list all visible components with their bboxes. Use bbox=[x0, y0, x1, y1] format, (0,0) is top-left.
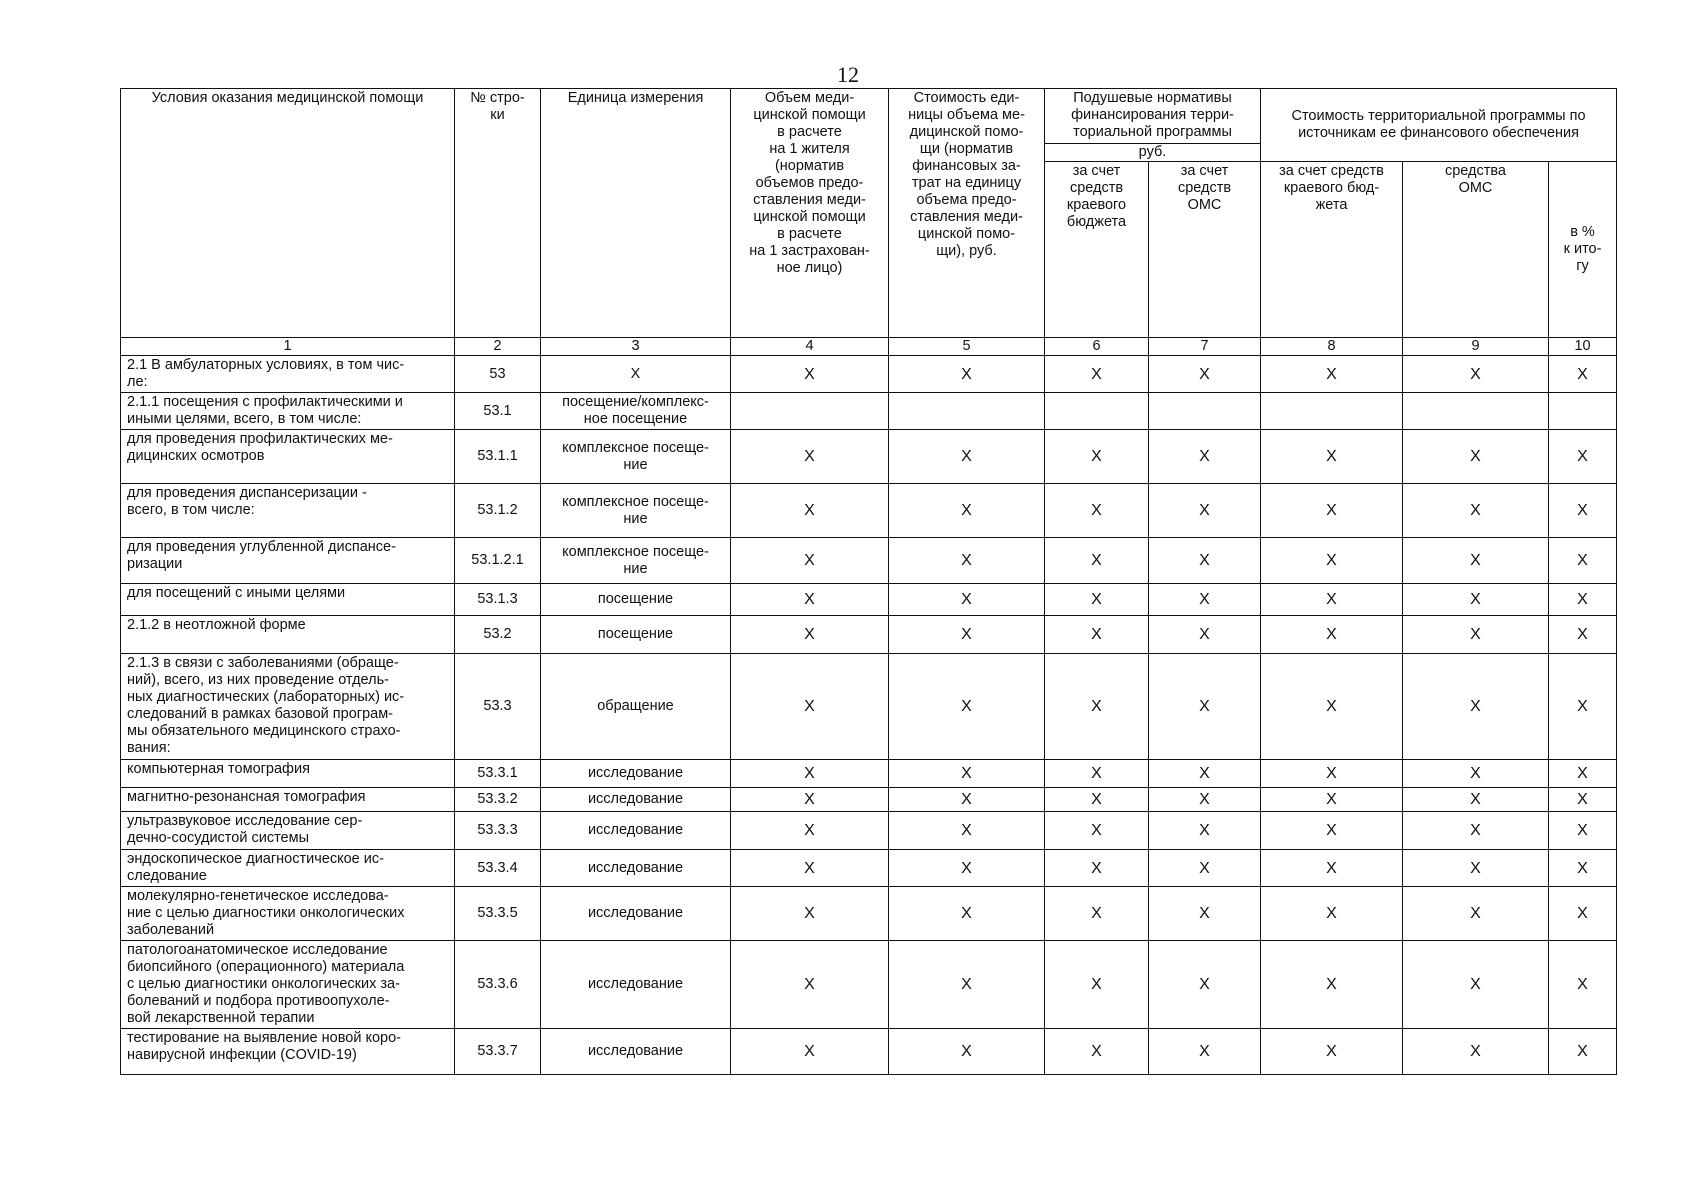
row-unit: исследование bbox=[541, 812, 731, 850]
row-value-col-8: Х bbox=[1261, 760, 1403, 788]
column-number-6: 6 bbox=[1045, 338, 1149, 356]
table-row bbox=[121, 760, 1617, 788]
row-value-col-8: Х bbox=[1261, 538, 1403, 584]
row-value-col-6: Х bbox=[1045, 616, 1149, 654]
row-value-col-9: Х bbox=[1403, 616, 1549, 654]
row-value-col-5: Х bbox=[889, 887, 1045, 941]
row-value-col-8: Х bbox=[1261, 887, 1403, 941]
row-number: 53.1.1 bbox=[455, 430, 541, 484]
row-unit: обращение bbox=[541, 654, 731, 760]
row-unit: исследование bbox=[541, 941, 731, 1029]
row-value-col-9: Х bbox=[1403, 356, 1549, 393]
header-regional-budget-funds: за счет средств краевого бюджета bbox=[1045, 162, 1149, 338]
table-row bbox=[121, 850, 1617, 887]
row-value-col-4: Х bbox=[731, 887, 889, 941]
row-value-col-4: Х bbox=[731, 850, 889, 887]
row-number: 53.3.7 bbox=[455, 1029, 541, 1075]
row-value-col-10: Х bbox=[1549, 616, 1617, 654]
row-condition: для посещений с иными целями bbox=[121, 584, 455, 616]
row-value-col-8: Х bbox=[1261, 484, 1403, 538]
header-program-cost: Стоимость территориальной программы по источникам ее финансового обеспечения bbox=[1261, 89, 1617, 162]
row-value-col-5: Х bbox=[889, 356, 1045, 393]
row-number: 53.1.2 bbox=[455, 484, 541, 538]
header-oms-cost: средства ОМС bbox=[1403, 162, 1549, 338]
row-unit: исследование bbox=[541, 887, 731, 941]
row-value-col-10: Х bbox=[1549, 760, 1617, 788]
row-value-col-8: Х bbox=[1261, 788, 1403, 812]
row-unit: посещение bbox=[541, 616, 731, 654]
header-unit: Единица измерения bbox=[541, 89, 731, 338]
row-value-col-4: Х bbox=[731, 812, 889, 850]
row-value-col-9: Х bbox=[1403, 1029, 1549, 1075]
row-value-col-4 bbox=[731, 393, 889, 430]
row-value-col-9: Х bbox=[1403, 812, 1549, 850]
row-value-col-9: Х bbox=[1403, 538, 1549, 584]
row-value-col-10: Х bbox=[1549, 788, 1617, 812]
row-condition: ультразвуковое исследование сер- дечно-сосудистой системы bbox=[121, 812, 455, 850]
row-value-col-4: Х bbox=[731, 584, 889, 616]
row-value-col-6: Х bbox=[1045, 538, 1149, 584]
row-value-col-4: Х bbox=[731, 616, 889, 654]
header-row-no: № стро- ки bbox=[455, 89, 541, 338]
row-unit: исследование bbox=[541, 760, 731, 788]
row-value-col-9 bbox=[1403, 393, 1549, 430]
table-row bbox=[121, 1029, 1617, 1075]
row-value-col-6: Х bbox=[1045, 941, 1149, 1029]
row-value-col-8: Х bbox=[1261, 616, 1403, 654]
table-body bbox=[121, 338, 1617, 1075]
table-row bbox=[121, 356, 1617, 393]
row-condition: патологоанатомическое исследование биопсийного (операционного) материала с целью диагностики онкологических за- болеваний и подбора противоопухоле- вой лекарственной терапии bbox=[121, 941, 455, 1029]
row-unit: посещение bbox=[541, 584, 731, 616]
row-value-col-10: Х bbox=[1549, 538, 1617, 584]
row-number: 53.2 bbox=[455, 616, 541, 654]
row-value-col-7: Х bbox=[1149, 812, 1261, 850]
header-volume: Объем меди- цинской помощи в расчете на 1 жителя (норматив объемов предо- ставления меди- цинской помощи в расчете на 1 застрахован- ное лицо) bbox=[731, 89, 889, 338]
row-number: 53.3 bbox=[455, 654, 541, 760]
row-value-col-7: Х bbox=[1149, 760, 1261, 788]
row-value-col-5: Х bbox=[889, 812, 1045, 850]
row-value-col-9: Х bbox=[1403, 887, 1549, 941]
row-value-col-7: Х bbox=[1149, 941, 1261, 1029]
row-number: 53.3.3 bbox=[455, 812, 541, 850]
row-number: 53.1 bbox=[455, 393, 541, 430]
row-value-col-7 bbox=[1149, 393, 1261, 430]
row-unit: комплексное посеще- ние bbox=[541, 538, 731, 584]
row-value-col-8: Х bbox=[1261, 430, 1403, 484]
row-value-col-10: Х bbox=[1549, 941, 1617, 1029]
table-row bbox=[121, 393, 1617, 430]
table-row bbox=[121, 941, 1617, 1029]
row-condition: для проведения профилактических ме- дицинских осмотров bbox=[121, 430, 455, 484]
row-value-col-8: Х bbox=[1261, 812, 1403, 850]
row-value-col-5: Х bbox=[889, 654, 1045, 760]
header-unit-cost: Стоимость еди- ницы объема ме- дицинской помо- щи (норматив финансовых за- трат на единицу объема предо- ставления меди- цинской помо- щи), руб. bbox=[889, 89, 1045, 338]
table-row bbox=[121, 616, 1617, 654]
row-value-col-4: Х bbox=[731, 654, 889, 760]
row-condition: для проведения диспансеризации - всего, в том числе: bbox=[121, 484, 455, 538]
column-number-8: 8 bbox=[1261, 338, 1403, 356]
row-unit: исследование bbox=[541, 1029, 731, 1075]
row-value-col-10: Х bbox=[1549, 1029, 1617, 1075]
row-unit: комплексное посеще- ние bbox=[541, 430, 731, 484]
row-value-col-6: Х bbox=[1045, 430, 1149, 484]
row-value-col-9: Х bbox=[1403, 430, 1549, 484]
column-number-4: 4 bbox=[731, 338, 889, 356]
row-value-col-5 bbox=[889, 393, 1045, 430]
column-number-1: 1 bbox=[121, 338, 455, 356]
row-value-col-7: Х bbox=[1149, 887, 1261, 941]
row-value-col-10: Х bbox=[1549, 584, 1617, 616]
page-number: 12 bbox=[837, 62, 859, 87]
row-value-col-5: Х bbox=[889, 484, 1045, 538]
row-value-col-9: Х bbox=[1403, 788, 1549, 812]
row-value-col-6: Х bbox=[1045, 887, 1149, 941]
row-value-col-9: Х bbox=[1403, 584, 1549, 616]
row-value-col-6: Х bbox=[1045, 1029, 1149, 1075]
header-percent-total: в % к ито- гу bbox=[1549, 162, 1617, 338]
row-number: 53 bbox=[455, 356, 541, 393]
row-value-col-10 bbox=[1549, 393, 1617, 430]
row-value-col-8: Х bbox=[1261, 941, 1403, 1029]
row-value-col-5: Х bbox=[889, 850, 1045, 887]
row-value-col-5: Х bbox=[889, 1029, 1045, 1075]
column-number-9: 9 bbox=[1403, 338, 1549, 356]
table-row bbox=[121, 788, 1617, 812]
row-value-col-8: Х bbox=[1261, 584, 1403, 616]
table-row bbox=[121, 654, 1617, 760]
row-unit: исследование bbox=[541, 788, 731, 812]
row-value-col-10: Х bbox=[1549, 812, 1617, 850]
row-number: 53.3.1 bbox=[455, 760, 541, 788]
row-value-col-5: Х bbox=[889, 941, 1045, 1029]
row-value-col-7: Х bbox=[1149, 1029, 1261, 1075]
row-value-col-9: Х bbox=[1403, 654, 1549, 760]
table-row bbox=[121, 538, 1617, 584]
row-value-col-8 bbox=[1261, 393, 1403, 430]
row-value-col-4: Х bbox=[731, 941, 889, 1029]
row-value-col-7: Х bbox=[1149, 356, 1261, 393]
row-value-col-6: Х bbox=[1045, 788, 1149, 812]
row-value-col-7: Х bbox=[1149, 850, 1261, 887]
row-value-col-5: Х bbox=[889, 760, 1045, 788]
table-row bbox=[121, 812, 1617, 850]
row-condition: магнитно-резонансная томография bbox=[121, 788, 455, 812]
row-value-col-6 bbox=[1045, 393, 1149, 430]
row-condition: эндоскопическое диагностическое ис- следование bbox=[121, 850, 455, 887]
row-value-col-7: Х bbox=[1149, 654, 1261, 760]
column-number-10: 10 bbox=[1549, 338, 1617, 356]
row-condition: 2.1.1 посещения с профилактическими и иными целями, всего, в том числе: bbox=[121, 393, 455, 430]
row-value-col-4: Х bbox=[731, 788, 889, 812]
row-unit: исследование bbox=[541, 850, 731, 887]
row-value-col-10: Х bbox=[1549, 430, 1617, 484]
row-condition: 2.1 В амбулаторных условиях, в том чис- ле: bbox=[121, 356, 455, 393]
row-value-col-4: Х bbox=[731, 356, 889, 393]
row-condition: тестирование на выявление новой коро- навирусной инфекции (COVID-19) bbox=[121, 1029, 455, 1075]
row-value-col-6: Х bbox=[1045, 584, 1149, 616]
row-value-col-5: Х bbox=[889, 538, 1045, 584]
row-value-col-7: Х bbox=[1149, 616, 1261, 654]
row-condition: молекулярно-генетическое исследова- ние с целью диагностики онкологических заболеваний bbox=[121, 887, 455, 941]
row-value-col-4: Х bbox=[731, 538, 889, 584]
row-value-col-6: Х bbox=[1045, 654, 1149, 760]
row-value-col-5: Х bbox=[889, 616, 1045, 654]
row-value-col-10: Х bbox=[1549, 850, 1617, 887]
row-value-col-8: Х bbox=[1261, 356, 1403, 393]
table-row bbox=[121, 887, 1617, 941]
header-oms-funds: за счет средств ОМС bbox=[1149, 162, 1261, 338]
row-value-col-4: Х bbox=[731, 430, 889, 484]
row-value-col-10: Х bbox=[1549, 654, 1617, 760]
row-value-col-8: Х bbox=[1261, 654, 1403, 760]
header-per-capita: Подушевые нормативы финансирования терри- ториальной программы bbox=[1045, 89, 1261, 144]
row-condition: компьютерная томография bbox=[121, 760, 455, 788]
row-number: 53.1.3 bbox=[455, 584, 541, 616]
row-value-col-7: Х bbox=[1149, 430, 1261, 484]
table-row bbox=[121, 584, 1617, 616]
column-number-7: 7 bbox=[1149, 338, 1261, 356]
row-value-col-6: Х bbox=[1045, 760, 1149, 788]
row-value-col-6: Х bbox=[1045, 356, 1149, 393]
row-value-col-8: Х bbox=[1261, 1029, 1403, 1075]
table-row bbox=[121, 484, 1617, 538]
table-row bbox=[121, 430, 1617, 484]
row-value-col-10: Х bbox=[1549, 484, 1617, 538]
row-value-col-4: Х bbox=[731, 484, 889, 538]
row-value-col-8: Х bbox=[1261, 850, 1403, 887]
column-number-3: 3 bbox=[541, 338, 731, 356]
row-number: 53.3.2 bbox=[455, 788, 541, 812]
row-value-col-5: Х bbox=[889, 584, 1045, 616]
row-unit: комплексное посеще- ние bbox=[541, 484, 731, 538]
row-value-col-4: Х bbox=[731, 760, 889, 788]
header-regional-budget-cost: за счет средств краевого бюд- жета bbox=[1261, 162, 1403, 338]
row-value-col-7: Х bbox=[1149, 788, 1261, 812]
column-number-5: 5 bbox=[889, 338, 1045, 356]
row-condition: для проведения углубленной диспансе- ризации bbox=[121, 538, 455, 584]
column-numbers-row bbox=[121, 338, 1617, 356]
column-number-2: 2 bbox=[455, 338, 541, 356]
row-condition: 2.1.2 в неотложной форме bbox=[121, 616, 455, 654]
row-value-col-7: Х bbox=[1149, 538, 1261, 584]
header-conditions: Условия оказания медицинской помощи bbox=[121, 89, 455, 338]
row-value-col-9: Х bbox=[1403, 941, 1549, 1029]
row-condition: 2.1.3 в связи с заболеваниями (обраще- ний), всего, из них проведение отдель- ных диагностических (лабораторных) ис- следований в рамках базовой програм- мы обязательного медицинского страхо- вания: bbox=[121, 654, 455, 760]
row-value-col-4: Х bbox=[731, 1029, 889, 1075]
row-value-col-9: Х bbox=[1403, 850, 1549, 887]
row-value-col-7: Х bbox=[1149, 484, 1261, 538]
row-value-col-7: Х bbox=[1149, 584, 1261, 616]
row-value-col-5: Х bbox=[889, 788, 1045, 812]
header-per-capita-unit: руб. bbox=[1045, 144, 1261, 162]
row-value-col-6: Х bbox=[1045, 812, 1149, 850]
row-unit: посещение/комплекс- ное посещение bbox=[541, 393, 731, 430]
row-number: 53.1.2.1 bbox=[455, 538, 541, 584]
row-number: 53.3.4 bbox=[455, 850, 541, 887]
row-value-col-5: Х bbox=[889, 430, 1045, 484]
row-unit: Х bbox=[541, 356, 731, 393]
table-header bbox=[121, 89, 1617, 338]
row-value-col-10: Х bbox=[1549, 356, 1617, 393]
financing-table bbox=[120, 88, 1617, 1075]
row-number: 53.3.6 bbox=[455, 941, 541, 1029]
row-value-col-9: Х bbox=[1403, 484, 1549, 538]
row-number: 53.3.5 bbox=[455, 887, 541, 941]
row-value-col-6: Х bbox=[1045, 484, 1149, 538]
row-value-col-10: Х bbox=[1549, 887, 1617, 941]
row-value-col-6: Х bbox=[1045, 850, 1149, 887]
row-value-col-9: Х bbox=[1403, 760, 1549, 788]
